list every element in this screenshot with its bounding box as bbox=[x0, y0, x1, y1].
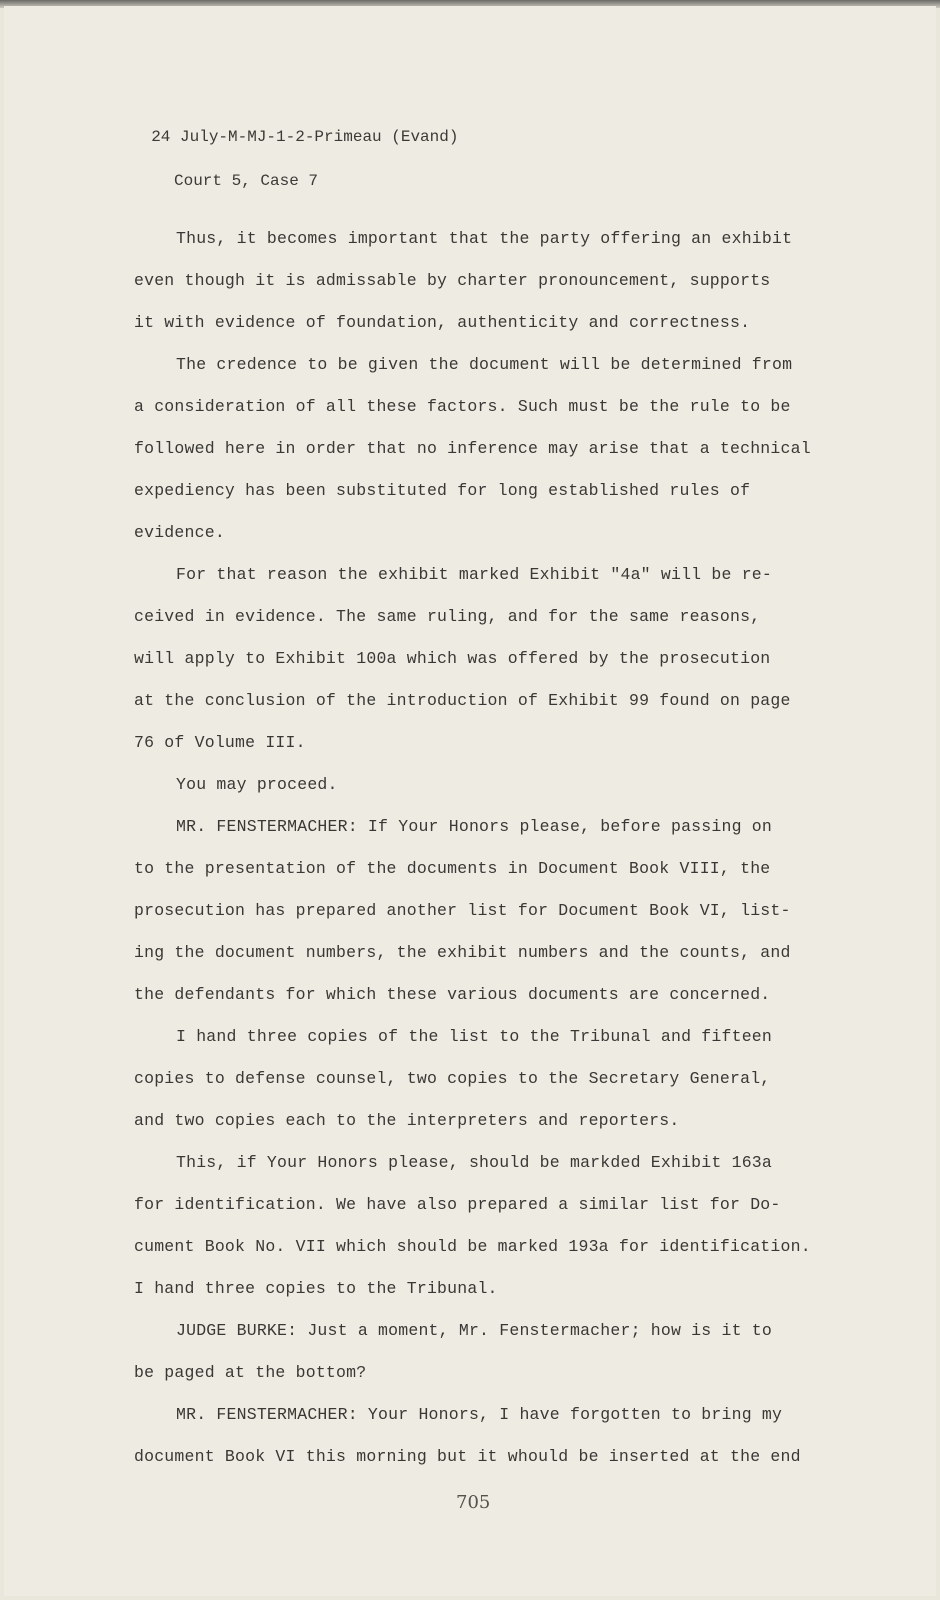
text-line: I hand three copies to the Tribunal. bbox=[134, 1279, 498, 1298]
text-line: be paged at the bottom? bbox=[134, 1363, 367, 1382]
text-line: JUDGE BURKE: Just a moment, Mr. Fenstermacher; how is it to bbox=[176, 1321, 772, 1340]
text-line: it with evidence of foundation, authenticity and correctness. bbox=[134, 313, 751, 332]
text-line: ing the document numbers, the exhibit numbers and the counts, and bbox=[134, 943, 791, 962]
text-line: prosecution has prepared another list for Document Book VI, list- bbox=[134, 901, 791, 920]
text-line: and two copies each to the interpreters and reporters. bbox=[134, 1111, 680, 1130]
text-line: ceived in evidence. The same ruling, and for the same reasons, bbox=[134, 607, 761, 626]
header-line-court-case: Court 5, Case 7 bbox=[174, 172, 319, 190]
text-line: cument Book No. VII which should be marked 193a for identification. bbox=[134, 1237, 811, 1256]
text-line: a consideration of all these factors. Such must be the rule to be bbox=[134, 397, 791, 416]
text-line: This, if Your Honors please, should be markded Exhibit 163a bbox=[176, 1153, 772, 1172]
document-header bbox=[132, 104, 458, 214]
text-line: the defendants for which these various documents are concerned. bbox=[134, 985, 771, 1004]
text-line: MR. FENSTERMACHER: Your Honors, I have forgotten to bring my bbox=[176, 1405, 783, 1424]
text-line: followed here in order that no inference may arise that a technical bbox=[134, 439, 811, 458]
text-line: For that reason the exhibit marked Exhibit "4a" will be re- bbox=[176, 565, 772, 584]
text-line: will apply to Exhibit 100a which was offered by the prosecution bbox=[134, 649, 771, 668]
text-line: The credence to be given the document will be determined from bbox=[176, 355, 793, 374]
text-line: I hand three copies of the list to the Tribunal and fifteen bbox=[176, 1027, 772, 1046]
text-line: You may proceed. bbox=[176, 775, 338, 794]
text-line: copies to defense counsel, two copies to the Secretary General, bbox=[134, 1069, 771, 1088]
text-line: document Book VI this morning but it whould be inserted at the end bbox=[134, 1447, 801, 1466]
text-line: to the presentation of the documents in Document Book VIII, the bbox=[134, 859, 771, 878]
text-line: even though it is admissable by charter pronouncement, supports bbox=[134, 271, 771, 290]
page-number: 705 bbox=[456, 1492, 491, 1513]
text-line: Thus, it becomes important that the party offering an exhibit bbox=[176, 229, 793, 248]
text-line: evidence. bbox=[134, 523, 225, 542]
header-line-date-reference: 24 July-M-MJ-1-2-Primeau (Evand) bbox=[151, 128, 459, 146]
document-body bbox=[134, 228, 824, 1488]
text-line: expediency has been substituted for long established rules of bbox=[134, 481, 751, 500]
text-line: at the conclusion of the introduction of Exhibit 99 found on page bbox=[134, 691, 791, 710]
text-line: 76 of Volume III. bbox=[134, 733, 306, 752]
text-line: MR. FENSTERMACHER: If Your Honors please, before passing on bbox=[176, 817, 772, 836]
text-line: for identification. We have also prepared a similar list for Do- bbox=[134, 1195, 781, 1214]
